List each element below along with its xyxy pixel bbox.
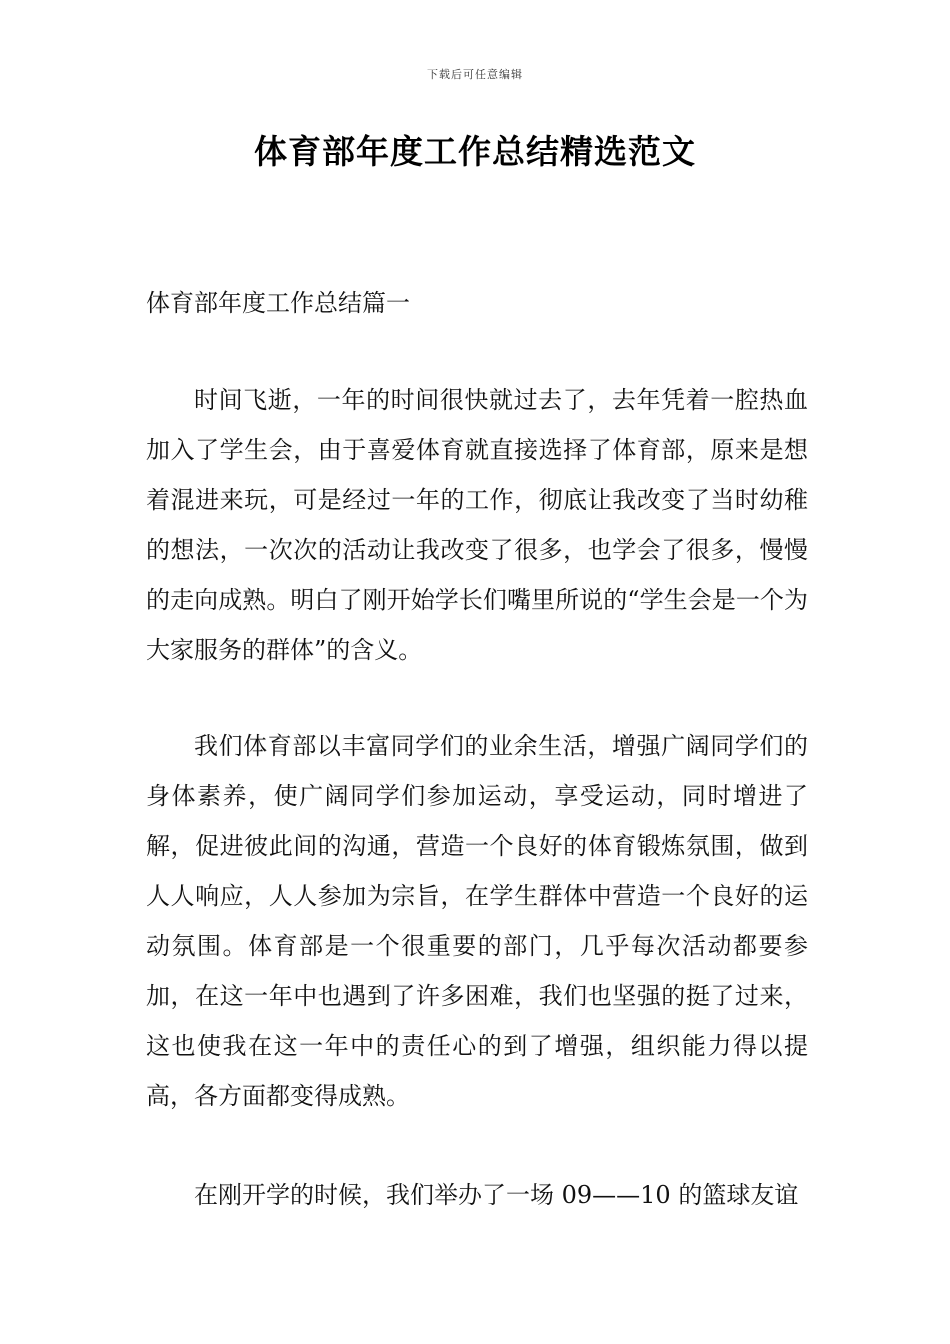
- body-paragraph: 时间飞逝，一年的时间很快就过去了，去年凭着一腔热血加入了学生会，由于喜爱体育就直接选择了体育部，原来是想着混进来玩，可是经过一年的工作，彻底让我改变了当时幼稚的想法，一次次的活动让我改变了很多，也学会了很多，慢慢的走向成熟。明白了刚开始学长们嘴里所说的“学生会是一个为大家服务的群体”的含义。: [146, 386, 808, 664]
- download-note: 下载后可任意编辑: [427, 68, 523, 81]
- section-heading: 体育部年度工作总结篇一: [146, 289, 410, 317]
- body-paragraph: 我们体育部以丰富同学们的业余生活，增强广阔同学们的身体素养，使广阔同学们参加运动，享受运动，同时增进了解，促进彼此间的沟通，营造一个良好的体育锻炼氛围，做到人人响应，人人参加为宗旨，在学生群体中营造一个良好的运动氛围。体育部是一个很重要的部门，几乎每次活动都要参加，在这一年中也遇到了许多困难，我们也坚强的挺了过来，这也使我在这一年中的责任心的到了增强，组织能力得以提高，各方面都变得成熟。: [146, 732, 808, 1110]
- body-paragraph: 在刚开学的时候，我们举办了一场 09——10 的篮球友谊: [194, 1181, 799, 1209]
- document-title: 体育部年度工作总结精选范文: [254, 132, 696, 171]
